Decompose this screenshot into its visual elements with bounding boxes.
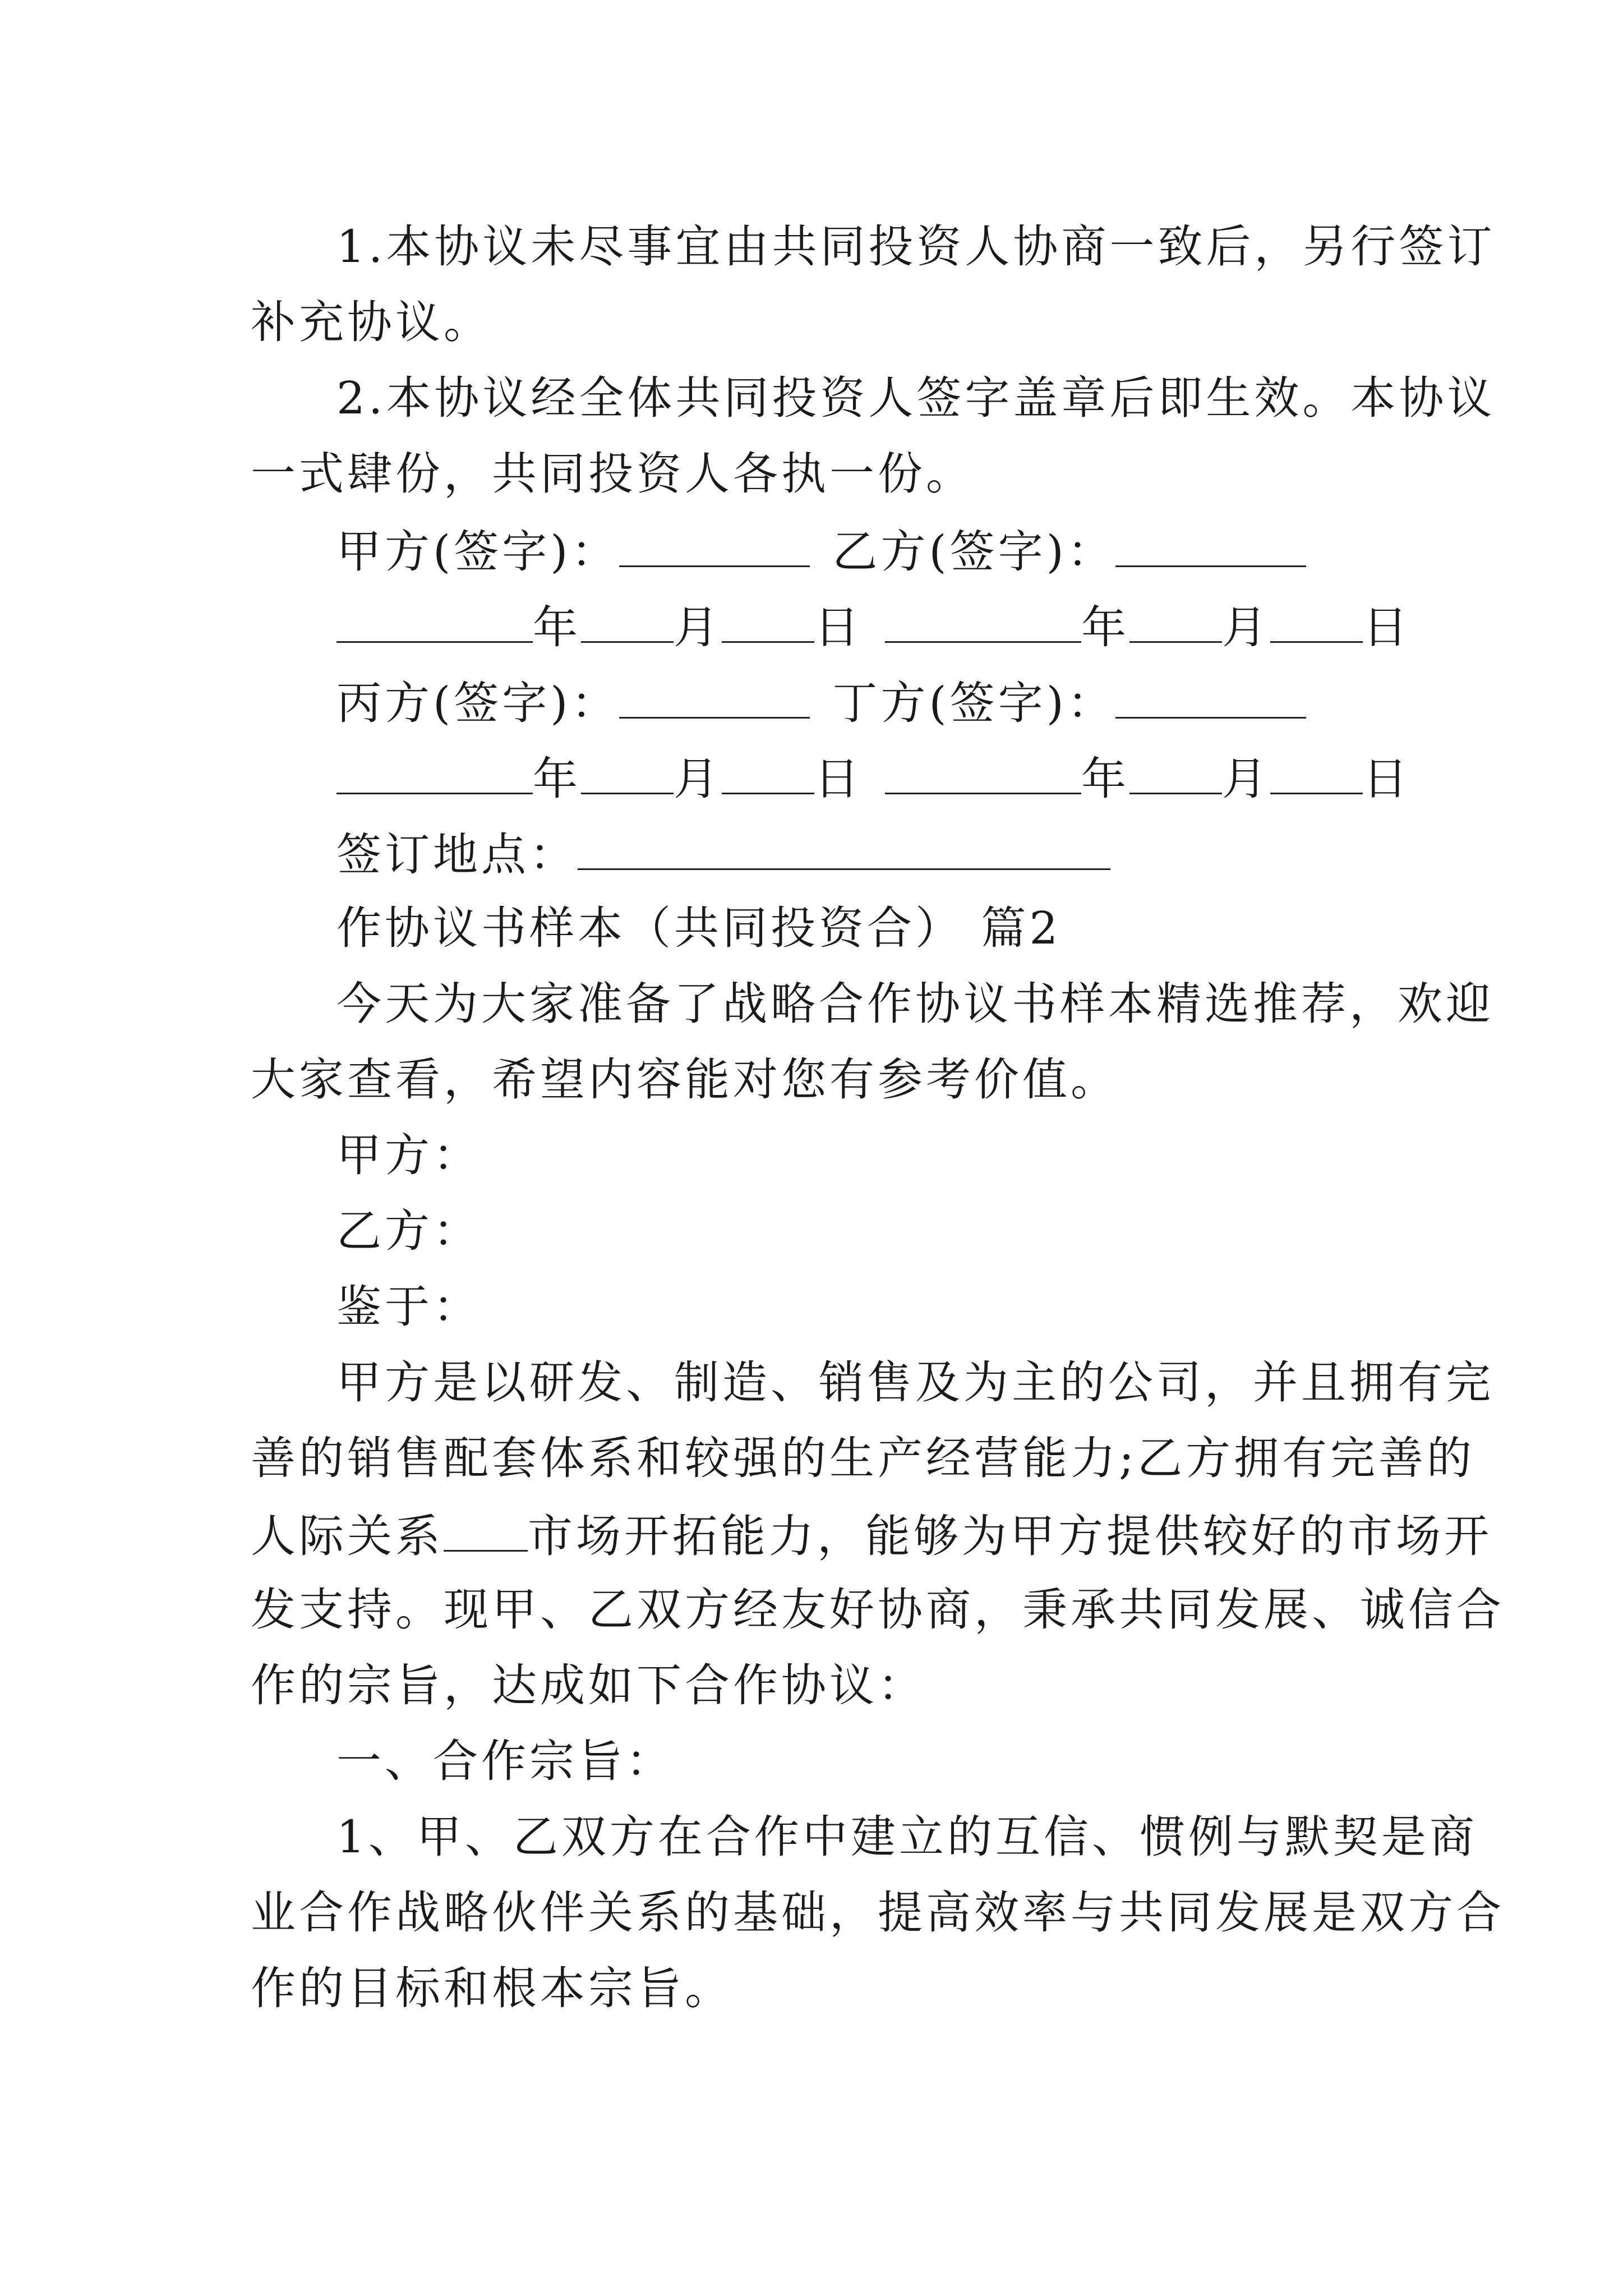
year-label: 年 bbox=[533, 601, 581, 654]
year-label: 年 bbox=[1081, 601, 1129, 654]
day-label: 日 bbox=[1363, 601, 1411, 654]
day-blank bbox=[1270, 749, 1363, 794]
month-blank bbox=[1129, 597, 1222, 643]
text-segment: 市场开拓能力，能够为甲方提供较好的市场开 bbox=[528, 1510, 1492, 1562]
signature-row bbox=[336, 673, 1458, 731]
paragraph-line: 1.本协议未尽事宜由共同投资人协商一致后，另行签订 bbox=[336, 220, 1496, 273]
paragraph-line: 大家查看，希望内容能对您有参考价值。 bbox=[251, 1053, 1119, 1106]
paragraph-line: 甲方是以研发、制造、销售及为主的公司，并且拥有完 bbox=[336, 1356, 1494, 1409]
signing-place-label: 签订地点： bbox=[336, 829, 578, 881]
month-blank bbox=[581, 597, 674, 643]
section-heading: 作协议书样本（共同投资合） 篇2 bbox=[336, 902, 1062, 954]
paragraph-line: 补充协议。 bbox=[251, 296, 492, 348]
party-b-signature-blank bbox=[1115, 522, 1306, 567]
party-b-label: 乙方： bbox=[336, 1205, 481, 1257]
paragraph-line: 作的宗旨，达成如下合作协议： bbox=[251, 1659, 926, 1711]
day-label: 日 bbox=[814, 601, 863, 654]
paragraph-line: 善的销售配套体系和较强的生产经营能力;乙方拥有完善的 bbox=[251, 1432, 1475, 1484]
day-blank bbox=[1270, 597, 1363, 643]
party-c-signature-label: 丙方(签字)： bbox=[336, 677, 620, 729]
paragraph-line: 今天为大家准备了战略合作协议书样本精选推荐，欢迎 bbox=[336, 978, 1494, 1030]
month-label: 月 bbox=[1222, 601, 1270, 654]
paragraph-line: 一式肆份，共同投资人各执一份。 bbox=[251, 448, 974, 500]
signature-row bbox=[336, 522, 1458, 580]
month-label: 月 bbox=[1222, 753, 1270, 805]
paragraph-line: 作的目标和根本宗旨。 bbox=[251, 1962, 733, 2014]
text-segment: 人际关系 bbox=[251, 1510, 444, 1562]
paragraph-line bbox=[251, 1506, 1492, 1565]
date-row bbox=[336, 749, 1458, 807]
party-d-signature-blank bbox=[1115, 673, 1306, 719]
year-blank bbox=[885, 597, 1081, 643]
day-label: 日 bbox=[814, 753, 863, 805]
fill-in-blank bbox=[444, 1506, 528, 1552]
year-label: 年 bbox=[1081, 753, 1129, 805]
paragraph-line: 发支持。现甲、乙双方经友好协商，秉承共同发展、诚信合 bbox=[251, 1584, 1505, 1636]
party-a-signature-blank bbox=[619, 522, 810, 567]
party-d-signature-label: 丁方(签字)： bbox=[832, 677, 1115, 729]
party-a-signature-label: 甲方(签字)： bbox=[336, 526, 620, 578]
paragraph-line: 业合作战略伙伴关系的基础，提高效率与共同发展是双方合 bbox=[251, 1887, 1505, 1939]
year-blank bbox=[885, 749, 1081, 794]
month-label: 月 bbox=[674, 753, 722, 805]
signing-place-blank bbox=[578, 825, 1110, 870]
party-c-signature-blank bbox=[619, 673, 810, 719]
signing-place-row bbox=[336, 825, 1458, 883]
month-blank bbox=[581, 749, 674, 794]
day-label: 日 bbox=[1363, 753, 1411, 805]
year-label: 年 bbox=[533, 753, 581, 805]
day-blank bbox=[722, 749, 814, 794]
party-a-label: 甲方： bbox=[336, 1129, 481, 1181]
month-label: 月 bbox=[674, 601, 722, 654]
month-blank bbox=[1129, 749, 1222, 794]
whereas-label: 鉴于： bbox=[336, 1281, 481, 1333]
party-b-signature-label: 乙方(签字)： bbox=[832, 526, 1115, 578]
paragraph-line: 1、甲、乙双方在合作中建立的互信、惯例与默契是商 bbox=[336, 1811, 1478, 1863]
date-row bbox=[336, 597, 1458, 656]
paragraph-line: 2.本协议经全体共同投资人签字盖章后即生效。本协议 bbox=[336, 372, 1496, 424]
year-blank bbox=[336, 749, 533, 794]
day-blank bbox=[722, 597, 814, 643]
section-heading: 一、合作宗旨： bbox=[336, 1735, 674, 1787]
year-blank bbox=[336, 597, 533, 643]
